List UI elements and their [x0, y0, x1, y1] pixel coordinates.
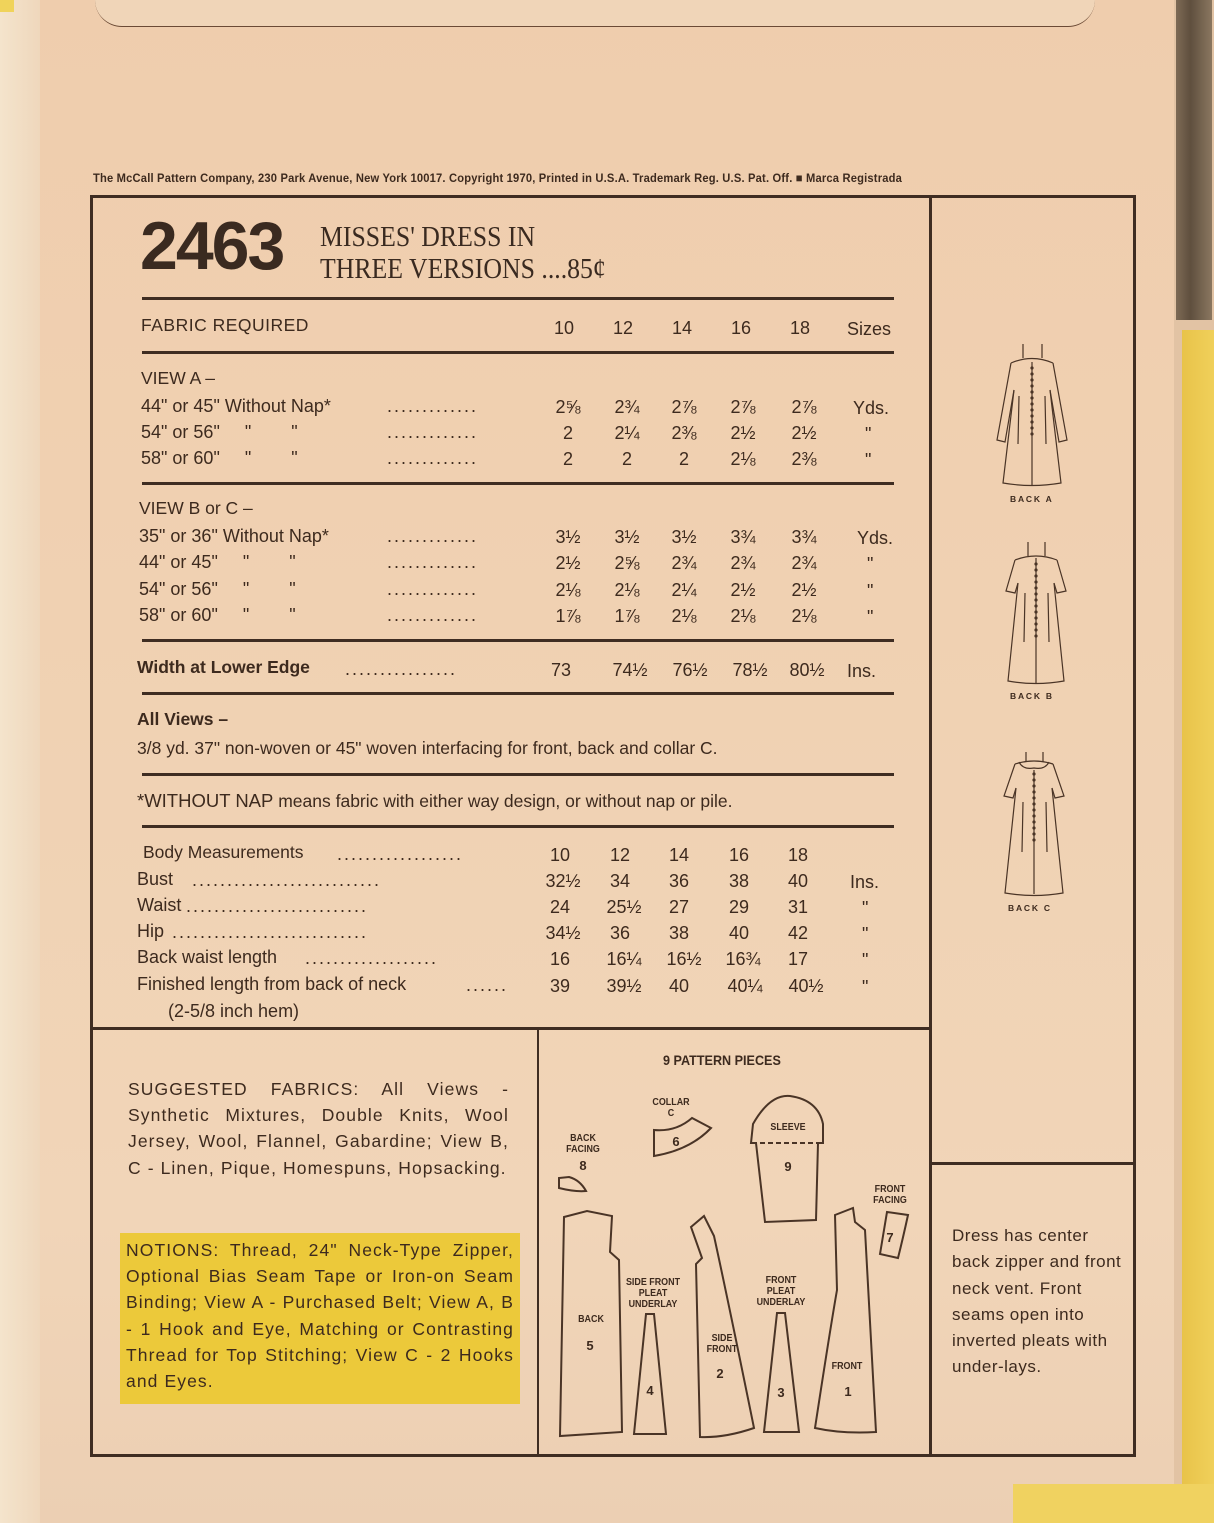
yardage-value: 2⅞ [671, 397, 697, 417]
yardage-value: 2⅛ [671, 606, 697, 626]
piece-number: 7 [886, 1230, 894, 1245]
piece-number: 1 [844, 1384, 852, 1399]
yardage-value: 3¾ [791, 527, 817, 547]
measurement-value: 29 [728, 897, 750, 917]
measurement-value: 34½ [545, 923, 581, 943]
measurement-value: 40 [668, 976, 690, 996]
measurement-value: 27 [668, 897, 690, 917]
yardage-value: 2½ [791, 423, 817, 443]
measurement-value: 40 [787, 871, 809, 891]
sizes-label: Sizes [847, 319, 892, 339]
piece-number: 4 [646, 1383, 654, 1398]
yardage-value: 2¾ [791, 553, 817, 573]
leader-dots: ............. [387, 526, 479, 546]
back-view-c-illustration [993, 748, 1073, 900]
piece-label-back-facing: BACK FACING [566, 1132, 600, 1156]
leader-dots: ................ [345, 659, 458, 679]
size-header: 18 [787, 845, 809, 865]
size-header: 12 [609, 845, 631, 865]
unit-label: " [867, 581, 874, 601]
piece-label-side-front: SIDE FRONT [706, 1332, 738, 1356]
pattern-title-line1: MISSES' DRESS IN [320, 222, 536, 253]
piece-number: 3 [777, 1385, 785, 1400]
yardage-value: 2 [562, 423, 573, 443]
yardage-value: 2⅛ [730, 449, 756, 469]
size-header: 14 [668, 845, 690, 865]
measurement-value: 38 [728, 871, 750, 891]
yardage-value: 2⅞ [730, 397, 756, 417]
all-views-heading: All Views – [137, 709, 229, 729]
piece-label-sleeve: SLEEVE [770, 1121, 806, 1133]
piece-number: 5 [586, 1338, 594, 1353]
width-value: 78½ [732, 660, 768, 680]
pattern-pieces-title: 9 PATTERN PIECES [663, 1052, 781, 1068]
notions: NOTIONS: Thread, 24" Neck-Type Zipper, Optional Bias Seam Tape or Iron-on Seam Binding; View A - Purchased Belt; View A, B - 1 Hook and Eye, Matching or Contrasting Thread for Top Stitching; View C - 2 Hooks and Eyes. [120, 1233, 520, 1404]
measurement-value: 16¾ [725, 949, 761, 969]
leader-dots: ...... [466, 975, 509, 995]
piece-label-collar: COLLAR C [652, 1096, 690, 1120]
yardage-value: 2 [562, 449, 573, 469]
back-view-b-illustration [995, 538, 1075, 688]
size-header: 14 [671, 318, 693, 338]
yardage-value: 3½ [555, 527, 581, 547]
row-label: Back waist length [137, 947, 278, 967]
leader-dots: ............. [387, 396, 479, 416]
all-views-interfacing: 3/8 yd. 37" non-woven or 45" woven interfacing for front, back and collar C. [137, 738, 718, 758]
piece-number: 6 [672, 1134, 680, 1149]
size-header: 10 [549, 845, 571, 865]
row-label: 58" or 60" " " [141, 448, 298, 468]
size-header: 12 [612, 318, 634, 338]
size-header: 16 [728, 845, 750, 865]
without-nap-text: means fabric with either way design, or without nap or pile. [273, 791, 733, 811]
measurement-value: 39 [549, 976, 571, 996]
yardage-value: 2⅛ [614, 580, 640, 600]
row-label: 44" or 45" Without Nap* [141, 396, 331, 416]
measurement-value: 36 [668, 871, 690, 891]
row-label: 35" or 36" Without Nap* [139, 526, 329, 546]
width-value: 80½ [789, 660, 825, 680]
unit-label: Ins. [847, 661, 877, 681]
yardage-value: 2½ [730, 580, 756, 600]
unit-label: " [865, 424, 872, 444]
dress-description: Dress has center back zipper and front neck vent. Front seams open into inverted pleats with under-lays. [952, 1226, 1122, 1377]
body-measurements-heading: Body Measurements [143, 842, 304, 862]
pattern-price: 85¢ [567, 254, 606, 285]
piece-label-front-pleat-underlay: FRONT PLEAT UNDERLAY [756, 1274, 806, 1309]
leader-dots: ........................... [192, 870, 382, 890]
yardage-value: 2½ [555, 553, 581, 573]
unit-label: Ins. [850, 872, 880, 892]
measurement-value: 40 [728, 923, 750, 943]
measurement-value: 25½ [606, 897, 642, 917]
size-header: 18 [789, 318, 811, 338]
yardage-value: 2⅛ [791, 606, 817, 626]
row-label: 54" or 56" " " [139, 579, 296, 599]
row-label: 44" or 45" " " [139, 552, 296, 572]
size-header: 16 [730, 318, 752, 338]
unit-label: " [865, 450, 872, 470]
back-view-a-illustration [985, 340, 1080, 490]
yardage-value: 2⅜ [671, 423, 697, 443]
piece-number: 2 [716, 1366, 724, 1381]
measurement-value: 24 [549, 897, 571, 917]
piece-number: 9 [784, 1159, 792, 1174]
yardage-value: 2⅝ [555, 397, 581, 417]
row-label: 54" or 56" " " [141, 422, 298, 442]
unit-label: Yds. [857, 528, 894, 548]
leader-dots: .................. [337, 844, 464, 864]
width-value: 76½ [672, 660, 708, 680]
unit-label: " [867, 554, 874, 574]
price-leader-dots: .... [541, 254, 568, 285]
piece-label-front-facing: FRONT FACING [873, 1183, 907, 1207]
row-label: Bust [137, 869, 174, 889]
measurement-value: 16¼ [606, 949, 642, 969]
leader-dots: ............. [387, 579, 479, 599]
row-label: Width at Lower Edge [137, 657, 310, 677]
unit-label: " [862, 977, 869, 997]
copyright-line: The McCall Pattern Company, 230 Park Avenue, New York 10017. Copyright 1970, Printed in U.S.A. Trademark Reg. U.S. Pat. Off. ■ Marca Registrada [93, 171, 903, 185]
yardage-value: 3¾ [730, 527, 756, 547]
width-value: 73 [550, 660, 572, 680]
fabric-required-heading: FABRIC REQUIRED [141, 315, 309, 335]
yardage-value: 2 [621, 449, 632, 469]
back-view-c-caption: BACK C [1008, 903, 1052, 913]
measurement-value: 40½ [788, 976, 824, 996]
yardage-value: 1⅞ [614, 606, 640, 626]
piece-label-side-front-pleat-underlay: SIDE FRONT PLEAT UNDERLAY [625, 1276, 681, 1311]
piece-label-back: BACK [578, 1313, 604, 1325]
view-a-heading: VIEW A – [141, 368, 215, 388]
measurement-value: 42 [787, 923, 809, 943]
yardage-value: 2 [678, 449, 689, 469]
unit-label: " [862, 924, 869, 944]
row-label: Waist [137, 895, 182, 915]
measurement-value: 39½ [606, 976, 642, 996]
leader-dots: .......................... [186, 896, 369, 916]
back-view-b-caption: BACK B [1010, 691, 1054, 701]
yardage-value: 2¾ [614, 397, 640, 417]
measurement-value: 34 [609, 871, 631, 891]
measurement-value: 16 [549, 949, 571, 969]
yardage-value: 2½ [791, 580, 817, 600]
suggested-fabrics: SUGGESTED FABRICS: All Views - Synthetic Mixtures, Double Knits, Wool Jersey, Wool, Flannel, Gabardine; View B, C - Linen, Pique, Homespuns, Hopsacking. [128, 1079, 509, 1178]
back-view-a-caption: BACK A [1010, 494, 1054, 504]
yardage-value: 3½ [614, 527, 640, 547]
leader-dots: ............................ [172, 922, 369, 942]
piece-number: 8 [579, 1158, 587, 1173]
yardage-value: 2¾ [730, 553, 756, 573]
leader-dots: ............. [387, 552, 479, 572]
piece-label-front: FRONT [831, 1360, 863, 1372]
leader-dots: ............. [387, 605, 479, 625]
measurement-value: 38 [668, 923, 690, 943]
measurement-value: 40¼ [727, 976, 763, 996]
measurement-value: 36 [609, 923, 631, 943]
unit-label: Yds. [853, 398, 890, 418]
yardage-value: 2¾ [671, 553, 697, 573]
without-nap-lead: *WITHOUT NAP [137, 790, 274, 811]
measurement-value: 32½ [545, 871, 581, 891]
yardage-value: 2⅞ [791, 397, 817, 417]
yardage-value: 2¼ [671, 580, 697, 600]
row-label: 58" or 60" " " [139, 605, 296, 625]
unit-label: " [867, 607, 874, 627]
yardage-value: 2⅛ [730, 606, 756, 626]
unit-label: " [862, 950, 869, 970]
yardage-value: 2⅜ [791, 449, 817, 469]
yardage-value: 1⅞ [555, 606, 581, 626]
width-value: 74½ [612, 660, 648, 680]
yardage-value: 2½ [730, 423, 756, 443]
measurement-value: 31 [787, 897, 809, 917]
measurement-value: 16½ [666, 949, 702, 969]
pattern-number: 2463 [140, 208, 284, 284]
size-header: 10 [553, 318, 575, 338]
unit-label: " [862, 898, 869, 918]
row-label: Finished length from back of neck [137, 974, 407, 994]
hem-note: (2-5/8 inch hem) [168, 1001, 300, 1021]
view-bc-heading: VIEW B or C – [139, 498, 253, 518]
yardage-value: 2⅝ [614, 553, 640, 573]
leader-dots: ................... [305, 948, 439, 968]
yardage-value: 2¼ [614, 423, 640, 443]
row-label: Hip [137, 921, 165, 941]
leader-dots: ............. [387, 422, 479, 442]
measurement-value: 17 [787, 949, 809, 969]
leader-dots: ............. [387, 448, 479, 468]
yardage-value: 3½ [671, 527, 697, 547]
yardage-value: 2⅛ [555, 580, 581, 600]
pattern-title-text: THREE VERSIONS [320, 254, 535, 285]
